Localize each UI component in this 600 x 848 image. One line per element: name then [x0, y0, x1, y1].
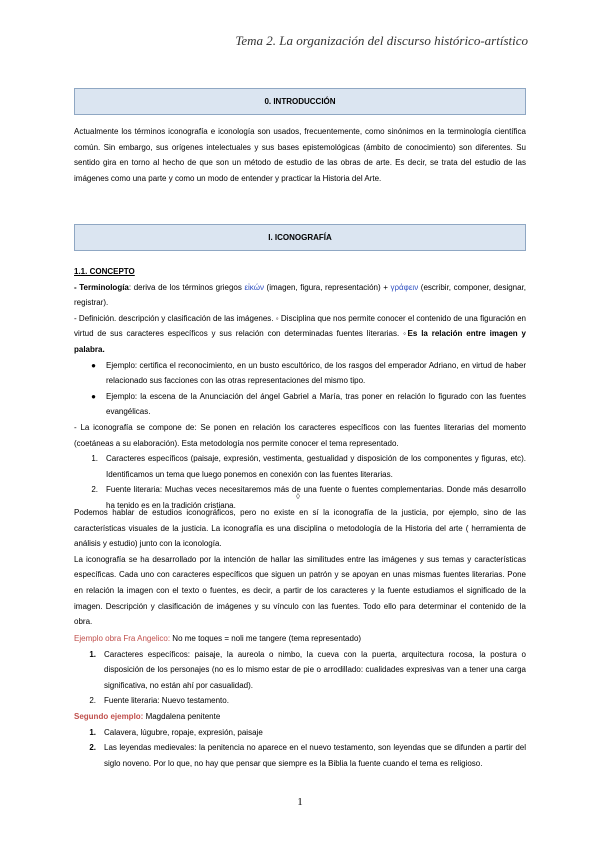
- definicion-bold: Es la relación entre imagen y palabra.: [74, 329, 526, 354]
- estudios-paragraph-2: La iconografía se ha desarrollado por la intención de hallar las similitudes entre las imágenes y sus temas y características específicas. Cada uno con caracteres específicos que siguen un patrón y se apoyan en unas mismas fuentes literarias. Pone en relación la imagen con el texto o fuentes, es decir, a partir de los caracteres y la fuente estudiamos el significado de la imagen. Descripción y clasificación de imágenes y su vínculo con las fuentes. Todo ello para determinar el contenido de la obra.: [74, 554, 526, 627]
- item-text: Calavera, lúgubre, ropaje, expresión, paisaje: [104, 727, 263, 737]
- section-iconografia: [74, 224, 526, 251]
- estudios-paragraph-1: Podemos hablar de estudios iconográficos, pero no existe en sí la iconografía de la justicia, por ejemplo, sino de las características visuales de la justicia. La iconografía es una disciplina o metodología de la Historia del arte ( herramienta de análisis y estudio) junto con la iconología.: [74, 508, 526, 549]
- intro-paragraph: Actualmente los términos iconografía e iconología son usados, frecuentemente, como sinónimos en la terminología científica común. Sin embargo, sus orígenes intelectuales y sus bases epistemológicas (ámbito de conocimiento) son diferentes. Su sentido gira en torno al hecho de que son un método de estudio de las obras de arte. Es decir, se trata del estudio de las imágenes como una parte y como un modo de entender y practicar la Historia del Arte.: [74, 127, 526, 183]
- bullet-text: Ejemplo: la escena de la Anunciación del ángel Gabriel a María, tras poner en relación lo figurado con las fuentes evangélicas.: [106, 391, 526, 417]
- item-text: Las leyendas medievales: la penitencia no aparece en el nuevo testamento, son leyendas que se difunden a partir del siglo noveno. Por lo que, no hay que pensar que siempre es la Biblia la fuente cuando el tema es religioso.: [104, 743, 526, 768]
- ejemplo1-line: [74, 631, 526, 647]
- section-iconografia-title: I. ICONOGRAFÍA: [268, 233, 332, 242]
- diamond-separator-icon: ◊: [296, 492, 300, 501]
- item-number: 2.: [91, 485, 98, 495]
- bullet-item: [74, 358, 526, 389]
- bullet-dot-icon: ●: [91, 360, 96, 370]
- concepto-heading: 1.1. CONCEPTO: [74, 267, 135, 276]
- definicion-text: - Definición. descripción y clasificación de las imágenes. ◦ Disciplina que nos permite conocer el contenido de una figuración en virtud de sus caracteres específicos y sus relación con determinadas fuentes literarias. ◦: [74, 313, 526, 339]
- ejemplo2-text: Magdalena penitente: [143, 711, 221, 721]
- item-text: Fuente literaria: Nuevo testamento.: [104, 696, 229, 706]
- section-introduccion: [74, 88, 526, 115]
- item-text: Caracteres específicos (paisaje, expresión, vestimenta, gestualidad y disposición de los componentes y figuras, etc). Identificamos un tema que luego ponemos en conexión con las fuentes literarias.: [106, 454, 526, 479]
- ejemplo1-label: Ejemplo obra Fra Angelico:: [74, 634, 171, 643]
- page-number: 1: [297, 796, 303, 808]
- ejemplo2-label: Segundo ejemplo:: [74, 711, 144, 721]
- concepto-block: [74, 264, 526, 514]
- numbered-item: [74, 693, 526, 709]
- numbered-item: [74, 725, 526, 741]
- terminologia-text-a: : deriva de los términos griegos: [128, 282, 245, 292]
- bullet-dot-icon: ●: [91, 391, 96, 401]
- section-introduccion-title: 0. INTRODUCCIÓN: [264, 97, 336, 106]
- ejemplos-block: [74, 631, 526, 771]
- bullet-text: Ejemplo: certifica el reconocimiento, en un busto escultórico, de los rasgos del emperador Adriano, en virtud de haber relacionado sus facciones con las otras representaciones del mismo tipo.: [106, 360, 526, 386]
- greek-eikon: εἰκών: [244, 282, 264, 292]
- terminologia-label: - Terminología: [74, 282, 129, 292]
- terminologia-line: [74, 280, 526, 311]
- terminologia-text-b: (imagen, figura, representación) +: [263, 282, 391, 292]
- item-text: Caracteres específicos: paisaje, la aureola o nimbo, la cueva con la puerta, arquitectura rocosa, la postura o disposición de los personajes (no es lo mismo estar de pie o arrodillado: cualidades expresivas van a tener una carga significativa, no están ahí por casualidad).: [104, 649, 526, 690]
- item-number: 1.: [89, 727, 96, 737]
- item-number: 2.: [89, 696, 96, 706]
- numbered-item: [74, 647, 526, 694]
- greek-graphein: γράφειν: [390, 282, 419, 292]
- numbered-item: [74, 740, 526, 771]
- numbered-item: [74, 451, 526, 482]
- item-text: Fuente literaria: Muchas veces necesitaremos más de una fuente o fuentes complementarias. Donde más desarrollo ha tenido es en la tradición cristiana.: [106, 485, 526, 510]
- item-number: 1.: [89, 649, 96, 659]
- ejemplo2-line: [74, 709, 526, 725]
- ejemplo1-text: No me toques = noli me tangere (tema representado): [170, 634, 362, 643]
- item-number: 1.: [91, 454, 98, 464]
- header-title: Tema 2. La organización del discurso histórico-artístico: [235, 33, 528, 48]
- compone-line: - La iconografía se compone de: Se ponen en relación los caracteres específicos con las fuentes literarias del momento (coetáneas a su elaboración). Esta metodología nos permite conocer el tema representado.: [74, 422, 526, 448]
- bullet-item: [74, 389, 526, 420]
- item-number: 2.: [89, 743, 96, 753]
- definicion-line: [74, 311, 526, 358]
- estudios-block: [74, 505, 526, 630]
- terminologia-text-c: (escribir, componer, designar, registrar).: [74, 282, 527, 308]
